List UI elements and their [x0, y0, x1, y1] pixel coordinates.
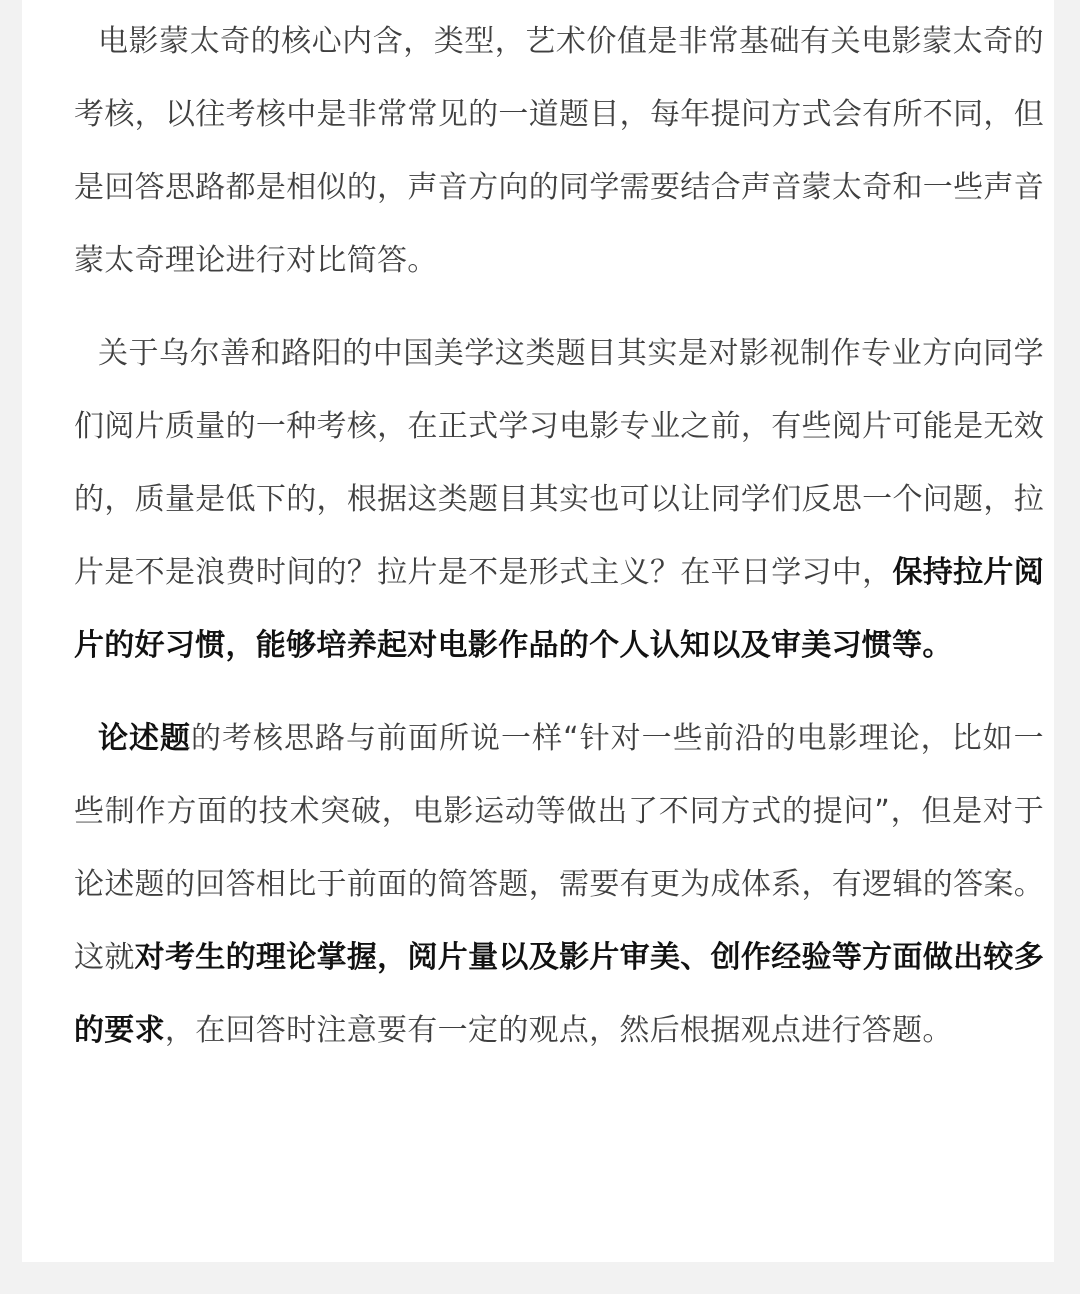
text-segment: 关于乌尔善和路阳的中国美学这类题目其实是对影视制作专业方向同学们阅片质量的一种考核，在正式学习电影专业之前，有些阅片可能是无效的，质量是低下的，根据这类题目其实也可以让同学们反思一个问题，拉片是不是浪费时间的？拉片是不是形式主义？在平日学习中，	[74, 336, 1044, 590]
bold-text-segment: 对考生的理论掌握，阅片量以及影片审美、创作经验等方面做出较多的要求	[74, 940, 1045, 1048]
text-segment: 的考核思路与前面所说一样“针对一些前沿的电影理论，比如一些制作方面的技术突破，电影运动等做出了不同方式的提问”，但是对于论述题的回答相比于前面的简答题，需要有更为成体系，有逻辑的答案。这就	[74, 721, 1045, 975]
bold-text-segment: 论述题	[98, 721, 192, 756]
paragraph-montage	[74, 5, 1044, 297]
paragraph-essay-question	[74, 702, 1044, 1067]
text-segment: ，在回答时注意要有一定的观点，然后根据观点进行答题。	[164, 1013, 953, 1048]
article-card	[22, 0, 1054, 1262]
paragraph-film-viewing	[74, 317, 1044, 682]
text-segment: 电影蒙太奇的核心内含，类型，艺术价值是非常基础有关电影蒙太奇的考核，以往考核中是非常常见的一道题目，每年提问方式会有所不同，但是回答思路都是相似的，声音方向的同学需要结合声音蒙太奇和一些声音蒙太奇理论进行对比简答。	[74, 24, 1044, 278]
bold-text-segment: 保持拉片阅片的好习惯，能够培养起对电影作品的个人认知以及审美习惯等。	[74, 555, 1045, 663]
article-body	[74, 5, 1044, 1087]
